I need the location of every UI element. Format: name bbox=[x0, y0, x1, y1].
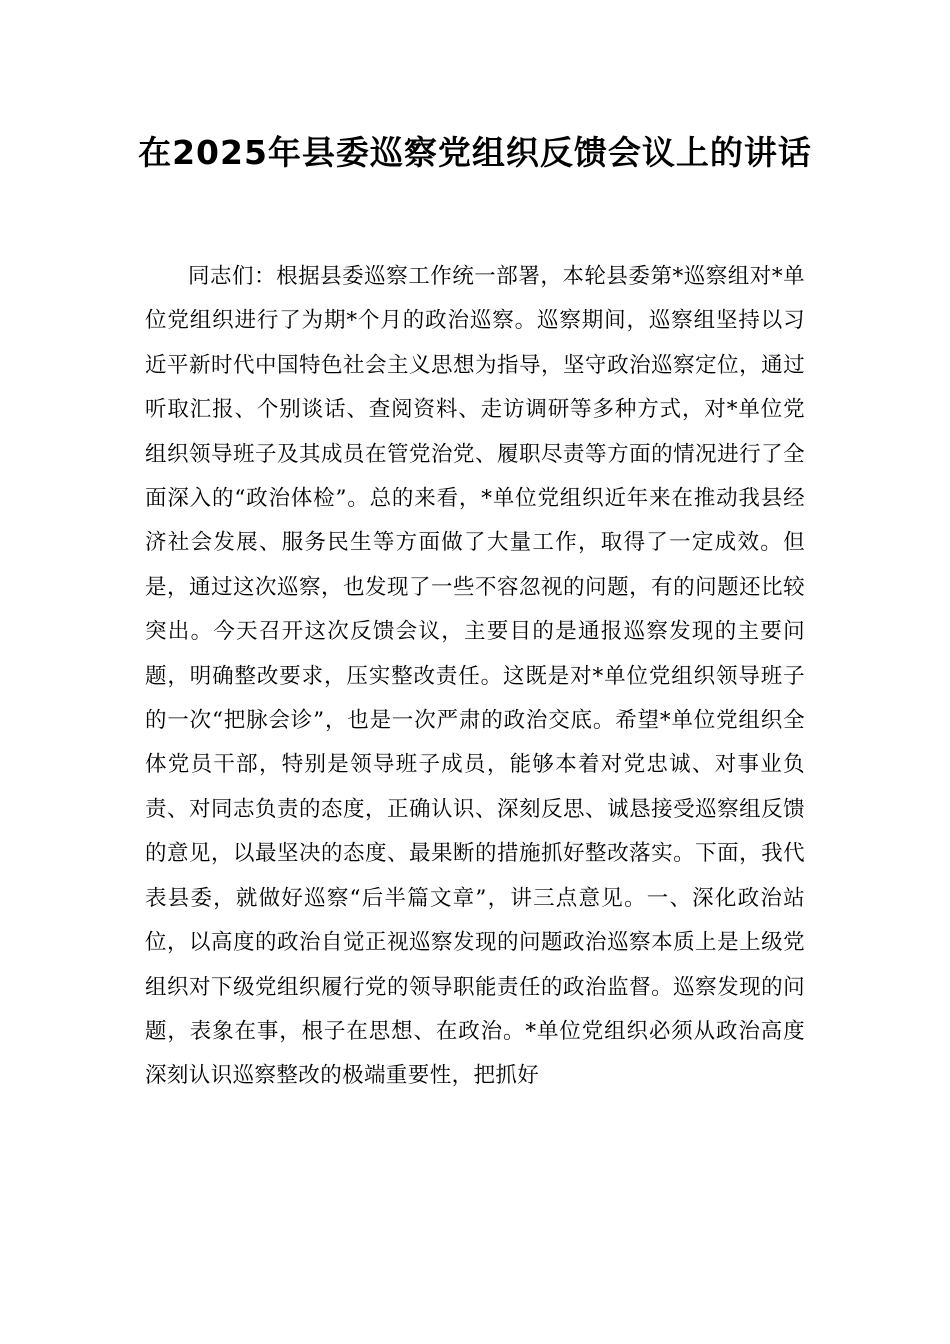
document-body-paragraph: 同志们：根据县委巡察工作统一部署，本轮县委第*巡察组对*单位党组织进行了为期*个月的政治巡察。巡察期间，巡察组坚持以习近平新时代中国特色社会主义思想为指导，坚守政治巡察定位，通过听取汇报、个别谈话、查阅资料、走访调研等多种方式，对*单位党组织领导班子及其成员在管党治党、履职尽责等方面的情况进行了全面深入的“政治体检”。总的来看，*单位党组织近年来在推动我县经济社会发展、服务民生等方面做了大量工作，取得了一定成效。但是，通过这次巡察，也发现了一些不容忽视的问题，有的问题还比较突出。今天召开这次反馈会议，主要目的是通报巡察发现的主要问题，明确整改要求，压实整改责任。这既是对*单位党组织领导班子的一次“把脉会诊”，也是一次严肃的政治交底。希望*单位党组织全体党员干部，特别是领导班子成员，能够本着对党忠诚、对事业负责、对同志负责的态度，正确认识、深刻反思、诚恳接受巡察组反馈的意见，以最坚决的态度、最果断的措施抓好整改落实。下面，我代表县委，就做好巡察“后半篇文章”，讲三点意见。一、深化政治站位，以高度的政治自觉正视巡察发现的问题政治巡察本质上是上级党组织对下级党组织履行党的领导职能责任的政治监督。巡察发现的问题，表象在事，根子在思想、在政治。*单位党组织必须从政治高度深刻认识巡察整改的极端重要性，把抓好 bbox=[145, 264, 805, 1089]
document-title: 在2025年县委巡察党组织反馈会议上的讲话 bbox=[138, 133, 812, 172]
